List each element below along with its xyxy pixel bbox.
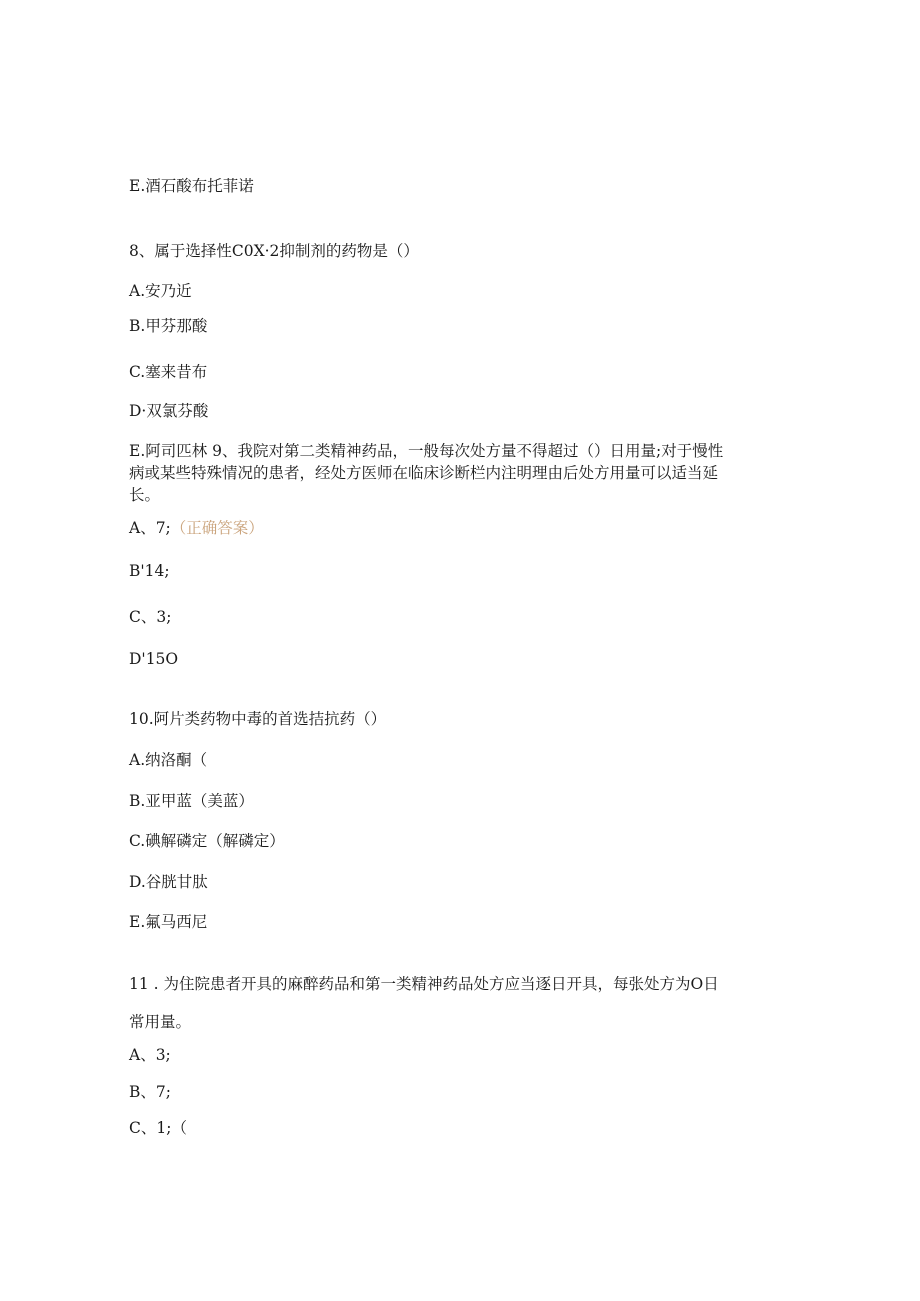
q8-option-b: B.甲芬那酸 (129, 317, 208, 335)
q11-option-c: C、1;（ (129, 1119, 187, 1137)
q7-option-e: E.酒石酸布托菲诺 (129, 177, 254, 195)
q8-option-d: D·双氯芬酸 (129, 402, 209, 420)
q9-option-b: B'14; (129, 562, 170, 580)
q8-stem: 8、属于选择性C0X·2抑制剂的药物是（） (129, 242, 419, 260)
q11-option-a: A、3; (129, 1046, 171, 1064)
q9-option-c: C、3; (129, 608, 172, 626)
correct-answer-mark: （正确答案） (170, 519, 264, 537)
q11-stem-line1: 11 . 为住院患者开具的麻醉药品和第一类精神药品处方应当逐日开具，每张处方为O日 (129, 975, 719, 993)
q10-stem: 10.阿片类药物中毒的首选拮抗药（） (129, 710, 387, 728)
q10-option-e: E.氟马西尼 (129, 913, 208, 931)
q10-option-c: C.碘解磷定（解磷定） (129, 832, 285, 850)
q9-stem-line2: 病或某些特殊情况的患者，经处方医师在临床诊断栏内注明理由后处方用量可以适当延 (129, 464, 719, 482)
q8-option-a: A.安乃近 (129, 282, 192, 300)
q9-stem-line1: E.阿司匹林 9、我院对第二类精神药品，一般每次处方量不得超过（）日用量;对于慢性 (129, 442, 724, 460)
q9-option-d: D'15O (129, 650, 179, 668)
q10-option-d: D.谷胱甘肽 (129, 873, 208, 891)
q11-stem-line2: 常用量。 (129, 1013, 192, 1031)
q11-option-b: B、7; (129, 1083, 171, 1101)
q9-stem-line3: 长。 (129, 486, 161, 504)
q9-option-a (129, 517, 264, 539)
q9-option-a-text: A、7; (129, 519, 171, 537)
q10-option-a: A.纳洛酮（ (129, 751, 208, 769)
q10-option-b: B.亚甲蓝（美蓝） (129, 792, 254, 810)
q8-option-c: C.塞来昔布 (129, 363, 208, 381)
